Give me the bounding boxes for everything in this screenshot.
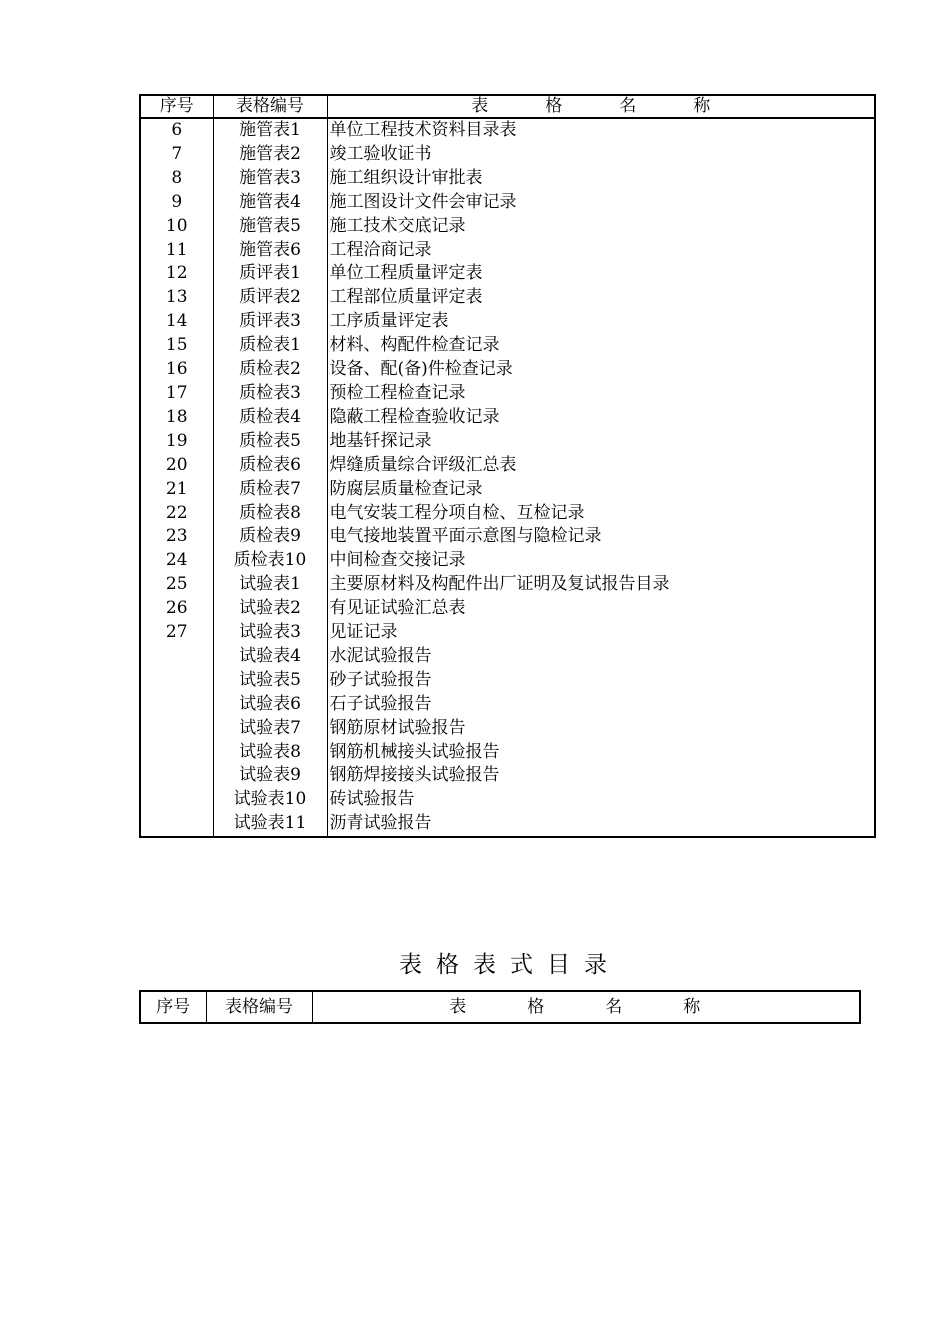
table-row [140,764,875,788]
row-name: 地基钎探记录 [329,430,432,451]
table-row [140,669,875,693]
form-index-table-header [139,990,861,1024]
table-row [140,358,875,382]
row-seq: 16 [140,358,213,382]
table-row [140,573,875,597]
header-seq: 序号 [140,991,206,1023]
page-title: 表格表式目录 [399,952,621,978]
row-seq: 20 [140,454,213,478]
row-seq: 26 [140,597,213,621]
row-name: 工程部位质量评定表 [329,287,483,308]
table-header-row [140,95,875,118]
header-seq: 序号 [140,95,213,118]
row-name: 防腐层质量检查记录 [329,478,483,499]
table-row [140,143,875,167]
row-name: 单位工程技术资料目录表 [329,120,517,140]
row-code: 试验表2 [213,597,327,621]
header-name: 表 格 名 称 [327,95,875,118]
row-code: 试验表11 [213,812,327,837]
row-name: 见证记录 [329,622,398,643]
table-row [140,788,875,812]
row-code: 施管表3 [213,167,327,191]
row-seq [140,764,213,788]
row-seq: 12 [140,262,213,286]
row-name: 水泥试验报告 [329,645,432,666]
row-code: 质检表7 [213,478,327,502]
row-seq: 11 [140,239,213,263]
row-name: 有见证试验汇总表 [329,598,466,619]
row-code: 试验表4 [213,645,327,669]
row-seq: 15 [140,334,213,358]
row-code: 质检表10 [213,549,327,573]
table-row [140,286,875,310]
table-row [140,525,875,549]
row-code: 质检表6 [213,454,327,478]
header-code: 表格编号 [206,991,312,1023]
row-seq: 25 [140,573,213,597]
row-code: 施管表4 [213,191,327,215]
table-row [140,478,875,502]
row-seq: 8 [140,167,213,191]
row-seq: 14 [140,310,213,334]
table-row [140,454,875,478]
row-seq: 6 [140,118,213,143]
table-row [140,717,875,741]
row-name: 砂子试验报告 [329,669,432,690]
row-name: 钢筋焊接接头试验报告 [329,765,500,786]
row-seq [140,693,213,717]
row-seq [140,741,213,765]
row-code: 施管表1 [213,118,327,143]
row-code: 质检表9 [213,525,327,549]
table-row [140,406,875,430]
table-row [140,502,875,526]
row-name: 施工图设计文件会审记录 [329,191,517,212]
row-name: 电气安装工程分项自检、互检记录 [329,502,585,523]
row-code: 质检表5 [213,430,327,454]
row-name: 单位工程质量评定表 [329,263,483,284]
row-name: 主要原材料及构配件出厂证明及复试报告目录 [329,574,670,595]
form-index-table-continued [139,94,876,838]
row-code: 施管表5 [213,215,327,239]
row-seq: 18 [140,406,213,430]
table-row [140,167,875,191]
row-code: 试验表3 [213,621,327,645]
table-row [140,812,875,837]
row-name: 钢筋原材试验报告 [329,717,466,738]
row-code: 质检表8 [213,502,327,526]
row-code: 施管表6 [213,239,327,263]
table-row [140,239,875,263]
table-row [140,741,875,765]
row-code: 质检表4 [213,406,327,430]
row-seq: 10 [140,215,213,239]
row-seq: 22 [140,502,213,526]
row-code: 试验表7 [213,717,327,741]
table-body [140,118,875,837]
table-row [140,693,875,717]
row-name: 钢筋机械接头试验报告 [329,741,500,762]
row-seq [140,788,213,812]
row-name: 石子试验报告 [329,693,432,714]
row-code: 质评表2 [213,286,327,310]
table-header-row [140,991,860,1023]
row-seq [140,812,213,837]
row-name: 中间检查交接记录 [329,550,466,571]
row-seq: 7 [140,143,213,167]
table-row [140,191,875,215]
row-seq: 19 [140,430,213,454]
row-code: 试验表8 [213,741,327,765]
table-row [140,549,875,573]
table-row [140,597,875,621]
row-code: 试验表10 [213,788,327,812]
row-code: 质评表1 [213,262,327,286]
row-seq: 17 [140,382,213,406]
row-code: 质检表1 [213,334,327,358]
row-code: 施管表2 [213,143,327,167]
row-seq: 13 [140,286,213,310]
row-seq: 23 [140,525,213,549]
row-code: 试验表1 [213,573,327,597]
row-name: 工序质量评定表 [329,311,449,332]
row-name: 电气接地装置平面示意图与隐检记录 [329,526,602,547]
row-code: 试验表5 [213,669,327,693]
table-row [140,334,875,358]
table-row [140,430,875,454]
row-code: 质评表3 [213,310,327,334]
row-name: 竣工验收证书 [329,143,432,164]
header-name: 表 格 名 称 [449,997,723,1017]
row-seq: 27 [140,621,213,645]
header-code: 表格编号 [213,95,327,118]
row-name: 焊缝质量综合评级汇总表 [329,454,517,475]
row-seq: 21 [140,478,213,502]
row-name: 材料、构配件检查记录 [329,335,500,356]
row-code: 试验表9 [213,764,327,788]
row-code: 质检表3 [213,382,327,406]
table-row [140,621,875,645]
row-name: 沥青试验报告 [329,813,432,834]
row-seq [140,717,213,741]
table-row [140,262,875,286]
row-name: 预检工程检查记录 [329,382,466,403]
table-row [140,645,875,669]
row-name: 施工组织设计审批表 [329,167,483,188]
row-name: 隐蔽工程检查验收记录 [329,406,500,427]
table-row [140,118,875,143]
row-name: 工程洽商记录 [329,239,432,260]
table-row [140,215,875,239]
row-name: 砖试验报告 [329,789,415,810]
row-name: 施工技术交底记录 [329,215,466,236]
table-row [140,310,875,334]
row-code: 试验表6 [213,693,327,717]
row-seq: 24 [140,549,213,573]
row-seq [140,669,213,693]
row-seq: 9 [140,191,213,215]
row-code: 质检表2 [213,358,327,382]
row-name: 设备、配(备)件检查记录 [329,359,513,380]
table-row [140,382,875,406]
row-seq [140,645,213,669]
